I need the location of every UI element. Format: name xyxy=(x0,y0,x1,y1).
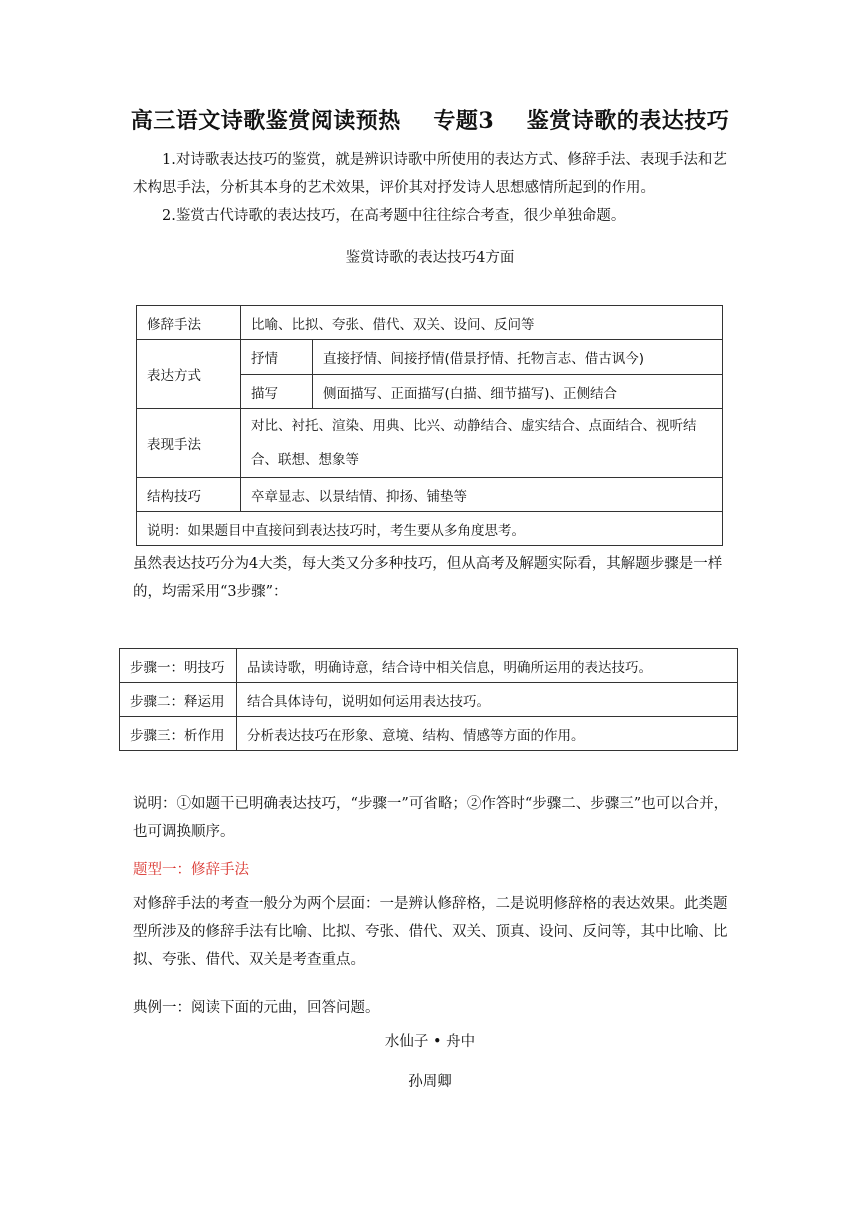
steps-table xyxy=(119,648,738,751)
row-label: 表达方式 xyxy=(137,340,241,409)
table-row xyxy=(120,717,738,751)
section-paragraph: 对修辞手法的考查一般分为两个层面：一是辨认修辞格，二是说明修辞格的表达效果。此类题型所涉及的修辞手法有比喻、比拟、夸张、借代、双关、顶真、设问、反问等，其中比喻、比拟、夸张、借代、双关是考查重点。 xyxy=(133,896,728,968)
step-content: 品读诗歌，明确诗意，结合诗中相关信息，明确所运用的表达技巧。 xyxy=(237,649,738,683)
techniques-table xyxy=(136,305,723,546)
sub-label: 描写 xyxy=(241,375,313,409)
step-label: 步骤三：析作用 xyxy=(120,717,237,751)
row-content: 比喻、比拟、夸张、借代、双关、设问、反问等 xyxy=(241,306,723,340)
table-row xyxy=(137,340,723,375)
intro-paragraph-1: 1.对诗歌表达技巧的鉴赏，就是辨识诗歌中所使用的表达方式、修辞手法、表现手法和艺术构思手法，分析其本身的艺术效果，评价其对抒发诗人思想感情所起到的作用。 xyxy=(133,152,727,196)
section-heading: 题型一：修辞手法 xyxy=(133,862,249,878)
step-label: 步骤二：释运用 xyxy=(120,683,237,717)
table-note-row xyxy=(137,512,723,546)
row-content: 对比、衬托、渲染、用典、比兴、动静结合、虚实结合、点面结合、视听结合、联想、想象等 xyxy=(241,409,723,478)
steps-intro-paragraph: 虽然表达技巧分为4大类，每大类又分多种技巧，但从高考及解题实际看，其解题步骤是一样的，均需采用“3步骤”： xyxy=(133,556,723,600)
sub-content: 直接抒情、间接抒情(借景抒情、托物言志、借古讽今) xyxy=(313,340,723,375)
step-label: 步骤一：明技巧 xyxy=(120,649,237,683)
table-note: 说明：如果题目中直接问到表达技巧时，考生要从多角度思考。 xyxy=(137,512,723,546)
page-title: 高三语文诗歌鉴赏阅读预热 专题3 鉴赏诗歌的表达技巧 xyxy=(130,108,730,134)
poem-title: 水仙子 • 舟中 xyxy=(384,1034,476,1050)
row-label: 表现手法 xyxy=(137,409,241,478)
row-label: 结构技巧 xyxy=(137,478,241,512)
example-intro: 典例一：阅读下面的元曲，回答问题。 xyxy=(133,1000,380,1016)
table-row xyxy=(137,478,723,512)
intro-paragraph-2: 2.鉴赏古代诗歌的表达技巧，在高考题中往往综合考查，很少单独命题。 xyxy=(162,208,626,224)
sub-content: 侧面描写、正面描写(白描、细节描写)、正侧结合 xyxy=(313,375,723,409)
row-label: 修辞手法 xyxy=(137,306,241,340)
poem-author: 孙周卿 xyxy=(408,1074,452,1090)
table-row xyxy=(137,306,723,340)
table-row xyxy=(120,649,738,683)
step-content: 结合具体诗句，说明如何运用表达技巧。 xyxy=(237,683,738,717)
sub-label: 抒情 xyxy=(241,340,313,375)
note-paragraph: 说明：①如题干已明确表达技巧，“步骤一”可省略；②作答时“步骤二、步骤三”也可以合并，也可调换顺序。 xyxy=(133,796,729,840)
table1-caption: 鉴赏诗歌的表达技巧4方面 xyxy=(345,250,515,266)
table-row xyxy=(120,683,738,717)
table-row xyxy=(137,409,723,478)
row-content: 卒章显志、以景结情、抑扬、铺垫等 xyxy=(241,478,723,512)
step-content: 分析表达技巧在形象、意境、结构、情感等方面的作用。 xyxy=(237,717,738,751)
